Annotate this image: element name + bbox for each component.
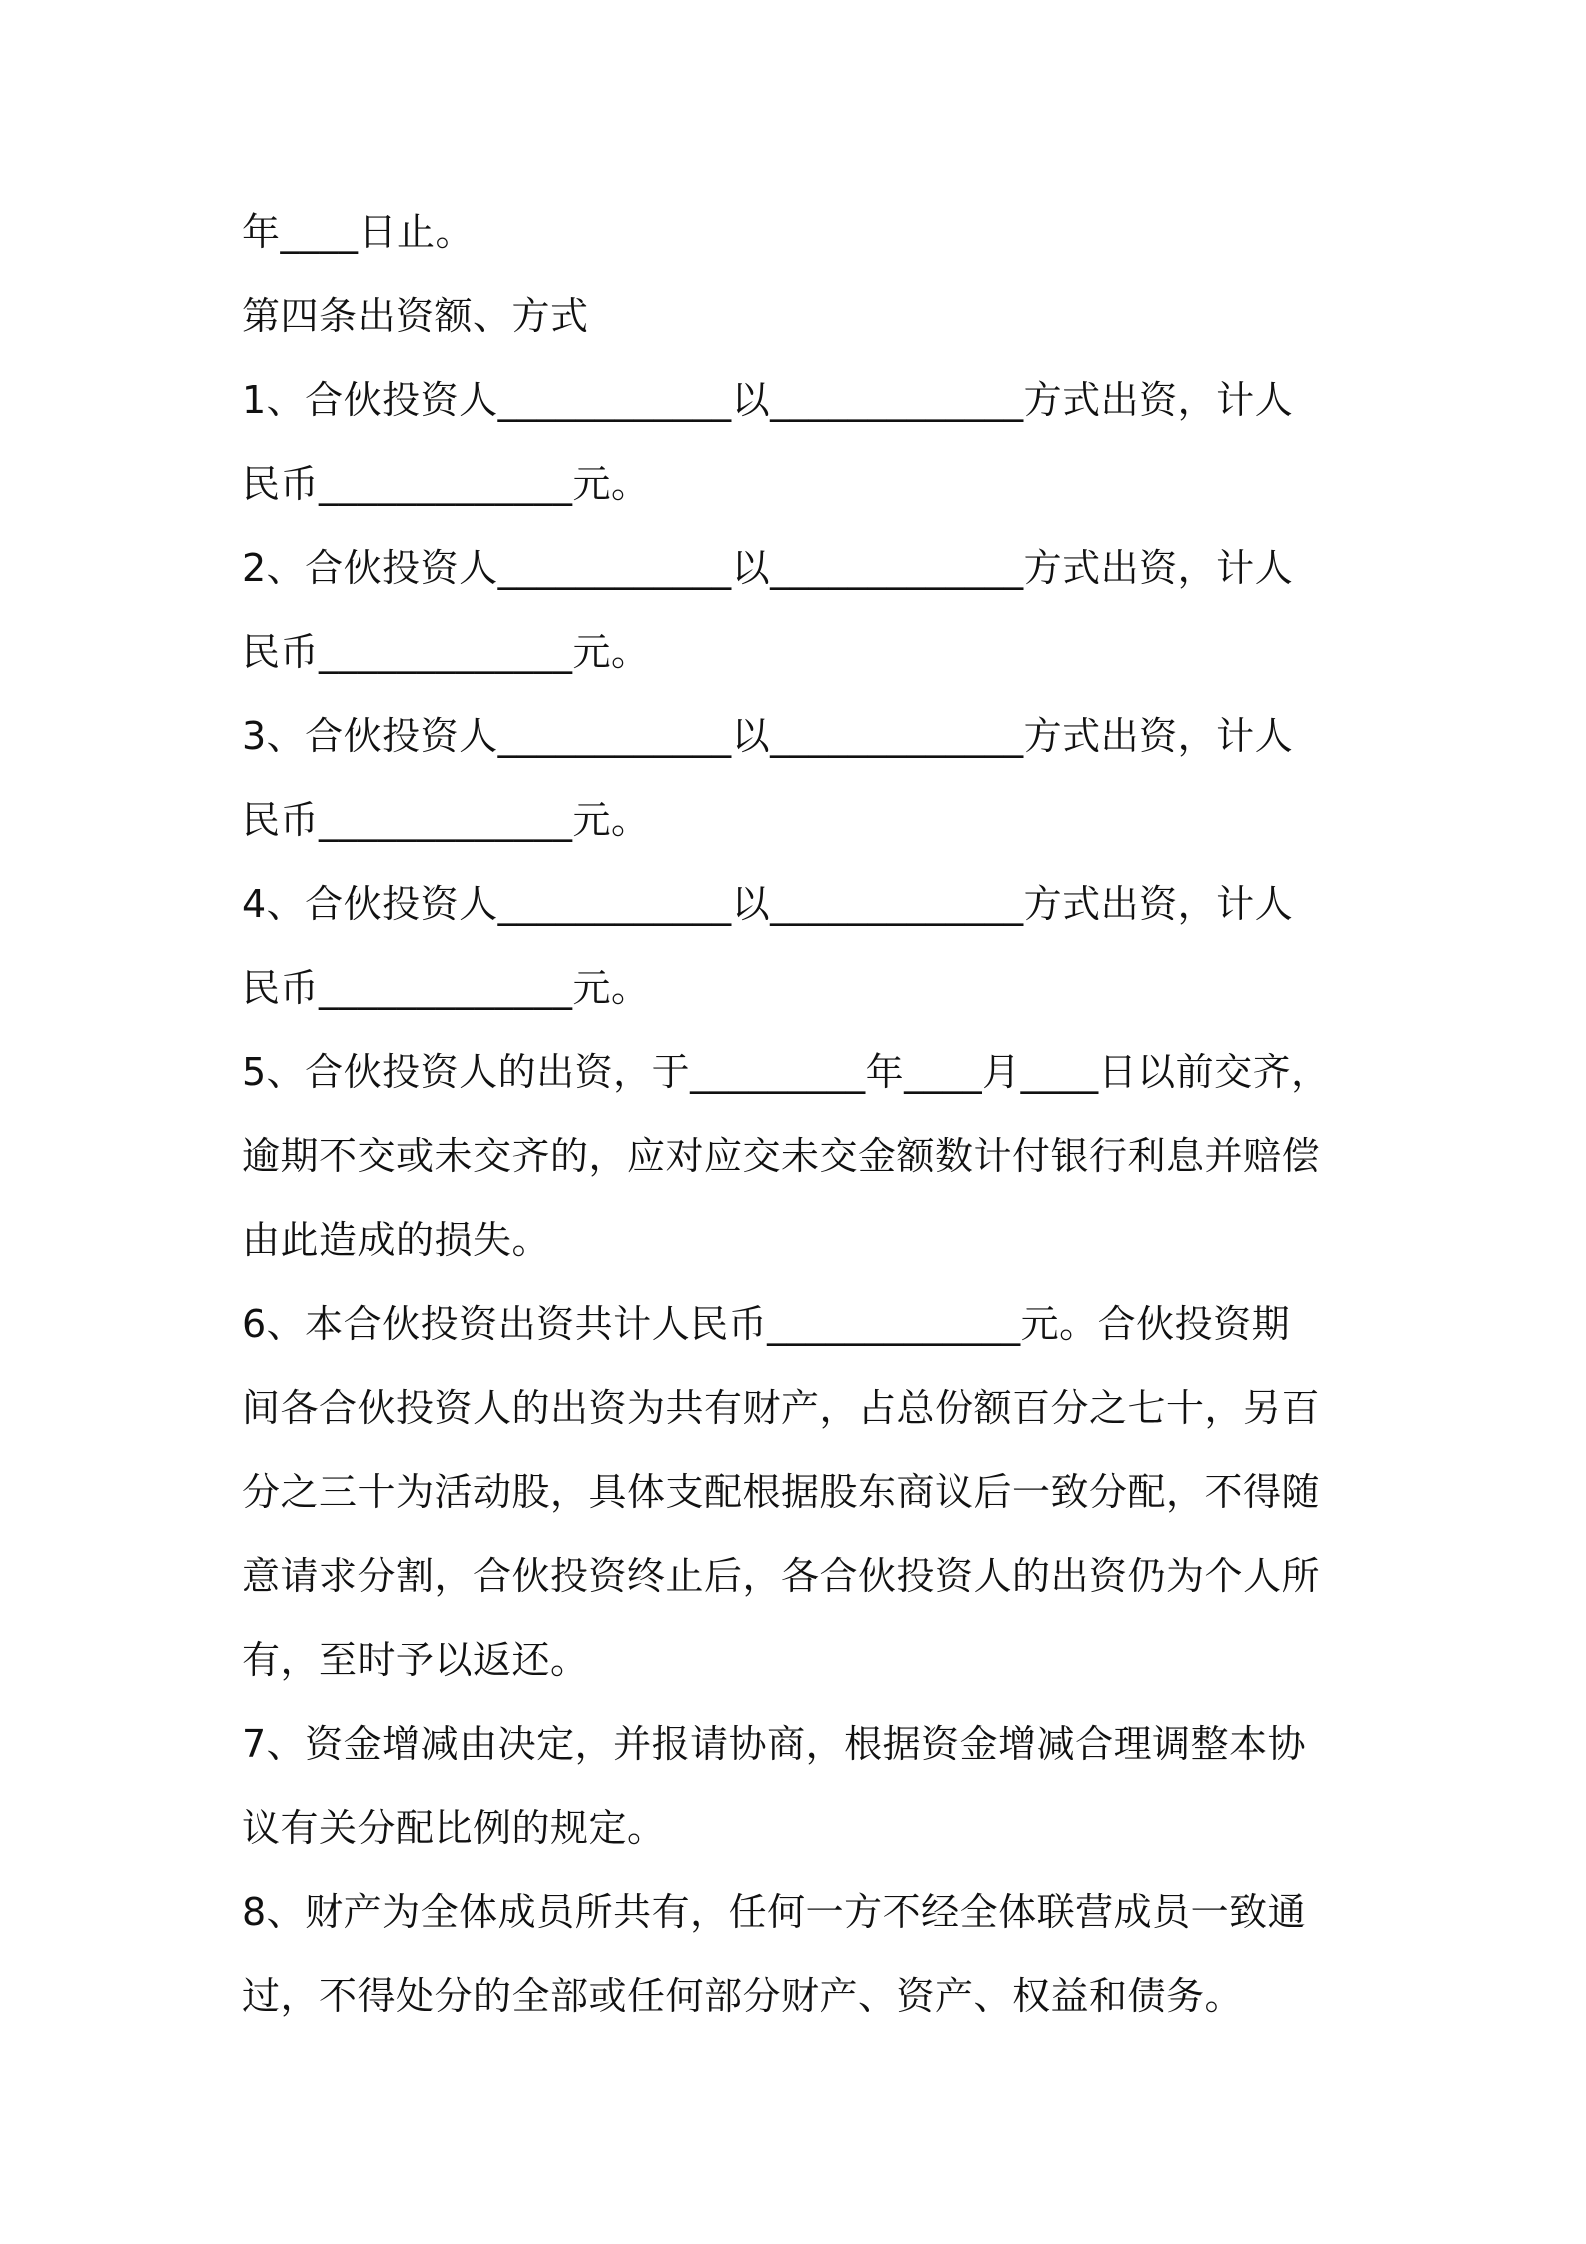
- text-line: 分之三十为活动股，具体支配根据股东商议后一致分配，不得随: [242, 1470, 1321, 1514]
- text-line: 3、合伙投资人____________以_____________方式出资，计人: [242, 714, 1294, 758]
- text-line: 7、资金增减由决定，并报请协商，根据资金增减合理调整本协: [242, 1722, 1307, 1766]
- text-line: 逾期不交或未交齐的，应对应交未交金额数计付银行利息并赔偿: [242, 1134, 1321, 1178]
- text-line: 5、合伙投资人的出资，于_________年____月____日以前交齐，: [242, 1050, 1330, 1094]
- text-line: 民币_____________元。: [242, 798, 650, 842]
- text-line: 8、财产为全体成员所共有，任何一方不经全体联营成员一致通: [242, 1890, 1307, 1934]
- text-line: 6、本合伙投资出资共计人民币_____________元。合伙投资期: [242, 1302, 1291, 1346]
- article-heading: 第四条出资额、方式: [242, 294, 589, 338]
- text-line: 4、合伙投资人____________以_____________方式出资，计人: [242, 882, 1294, 926]
- text-line: 过，不得处分的全部或任何部分财产、资产、权益和债务。: [242, 1974, 1244, 2018]
- text-line: 1、合伙投资人____________以_____________方式出资，计人: [242, 378, 1294, 422]
- text-line: 由此造成的损失。: [242, 1218, 551, 1262]
- text-line: 年____日止。: [242, 210, 475, 254]
- text-line: 民币_____________元。: [242, 966, 650, 1010]
- text-line: 2、合伙投资人____________以_____________方式出资，计人: [242, 546, 1294, 590]
- document-body: [242, 190, 1360, 2038]
- text-line: 民币_____________元。: [242, 630, 650, 674]
- text-line: 有，至时予以返还。: [242, 1638, 589, 1682]
- text-line: 议有关分配比例的规定。: [242, 1806, 666, 1850]
- text-line: 民币_____________元。: [242, 462, 650, 506]
- text-line: 间各合伙投资人的出资为共有财产，占总份额百分之七十，另百: [242, 1386, 1321, 1430]
- text-line: 意请求分割，合伙投资终止后，各合伙投资人的出资仍为个人所: [242, 1554, 1321, 1598]
